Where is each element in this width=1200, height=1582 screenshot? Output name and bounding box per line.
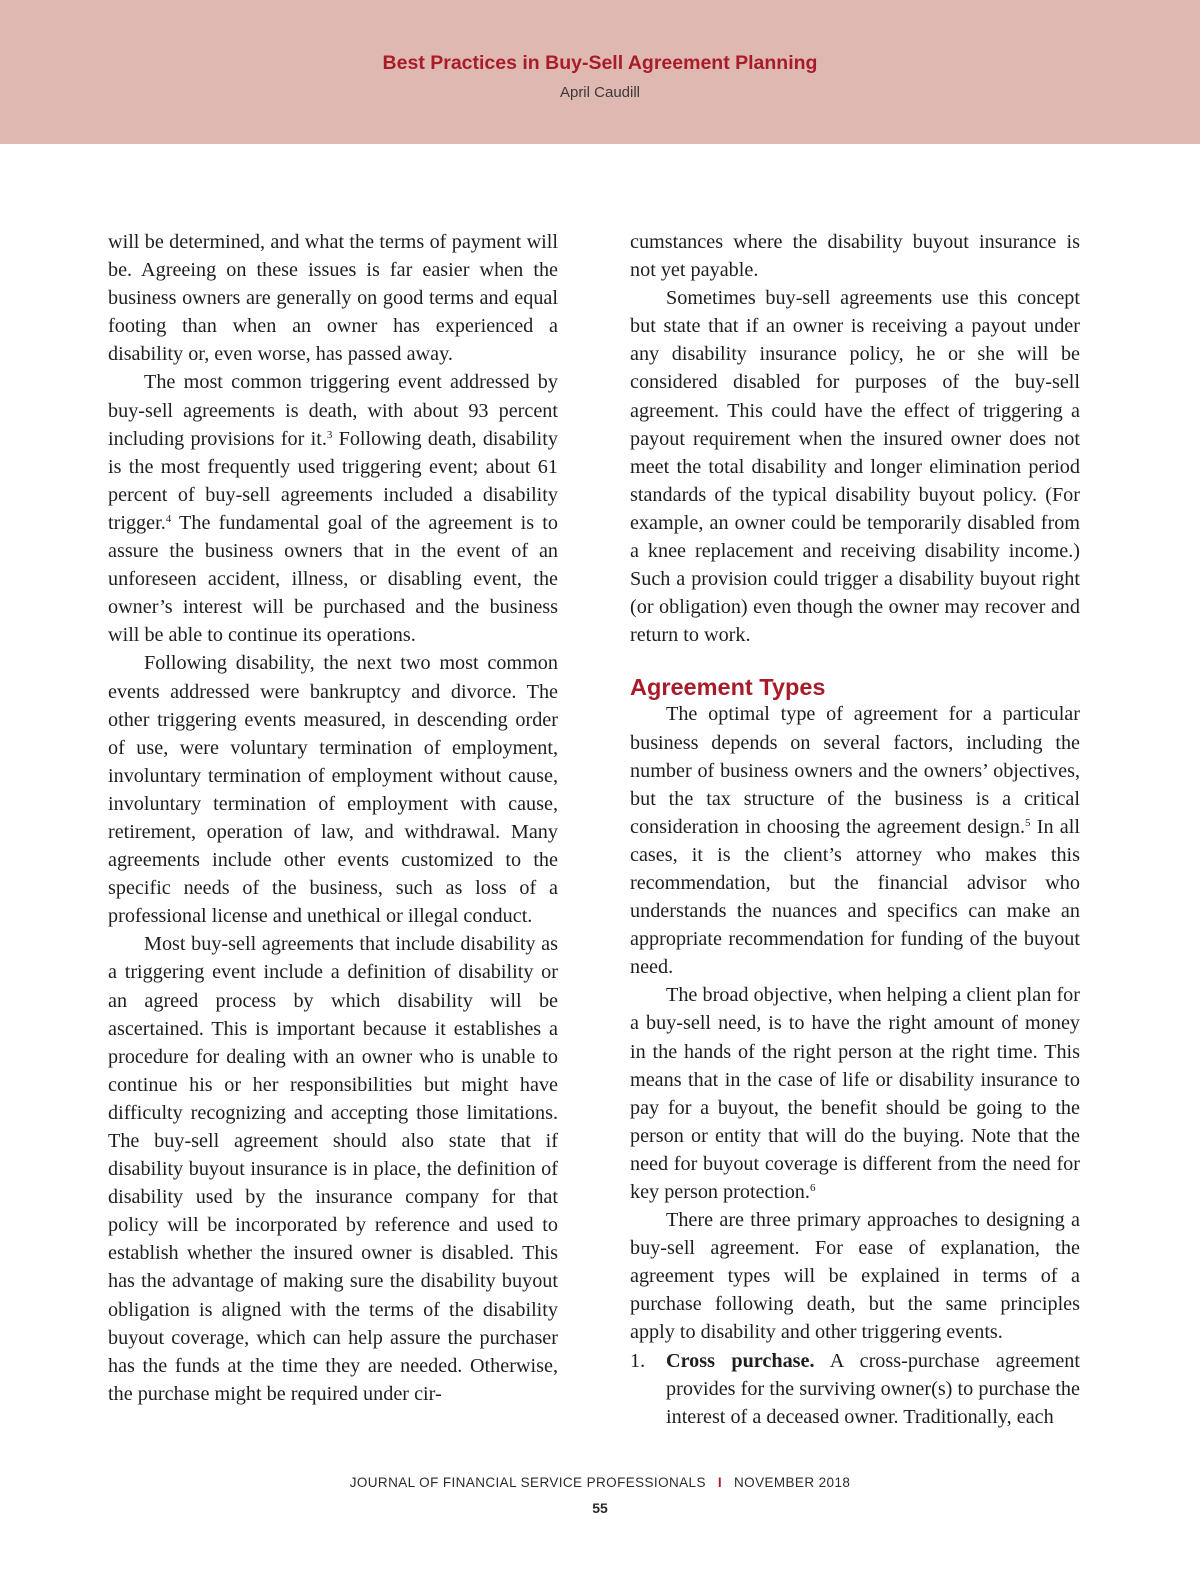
footer [0,1475,1200,1490]
paragraph: There are three primary approaches to designing a buy-sell agreement. For ease of explanation, the agreement types will be explained in terms of a purchase following death, but the same principles apply to disability and other triggering events. [630,1209,1080,1344]
paragraph-text: Following death, disability is the most frequently used triggering event; about 61 percent of buy-sell agreements included a disability trigger. [108,427,558,534]
left-column [108,228,558,1408]
footnote-ref: 6 [809,1182,816,1194]
journal-name: JOURNAL OF FINANCIAL SERVICE PROFESSIONALS [349,1475,706,1490]
paragraph: Sometimes buy-sell agreements use this concept but state that if an owner is receiving a payout under any disability insurance policy, he or she will be considered disabled for purposes of the buy-sell agreement. This could have the effect of triggering a payout requirement when the insured owner does not meet the total disability and longer elimination period standards of the typical disability buyout policy. (For example, an owner could be temporarily disabled from a knee replacement and receiving disability income.) Such a provision could trigger a disability buyout right (or obligation) even though the owner may recover and return to work. [630,287,1080,647]
list-term: Cross purchase. [666,1349,815,1372]
paragraph-text: In all cases, it is the client’s attorney who makes this recommendation, but the financial advisor who understands the nuances and specifics can make an appropriate recommendation for funding of the buyout need. [630,815,1080,979]
right-column [630,228,1080,1431]
list-item [630,1347,1080,1431]
paragraph [108,368,558,649]
paragraph: will be determined, and what the terms of payment will be. Agreeing on these issues is far easier when the business owners are generally on good terms and equal footing than when an owner has experienced a disability or, even worse, has passed away. [108,231,558,366]
paragraph-text: The fundamental goal of the agreement is to assure the business owners that in the event of an unforeseen accident, illness, or disabling event, the owner’s interest will be purchased and the business will be able to continue its operations. [108,511,558,647]
footnote-ref: 5 [1025,816,1031,829]
footnote-ref: 3 [326,428,333,441]
list-number: 1. [630,1349,646,1372]
paragraph-text: The broad objective, when helping a client plan for a buy-sell need, is to have the right amount of money in the hands of the right person at the right time. This means that in the case of life or disability insurance to pay for a buyout, the benefit should be going to the person or entity that will do the buying. Note that the need for buyout coverage is different from the need for key person protection. [630,984,1080,1203]
list-text: A cross-purchase agreement provides for the surviving owner(s) to purchase the interest of a deceased owner. Traditionally, each [666,1349,1080,1428]
paragraph: cumstances where the disability buyout insurance is not yet payable. [630,231,1080,282]
issue-date: NOVEMBER 2018 [734,1475,851,1490]
footnote-ref: 4 [165,512,172,525]
paragraph [630,981,1080,1206]
paragraph: Most buy-sell agreements that include disability as a triggering event include a definition of disability or an agreed process by which disability will be ascertained. This is important because it establishes a procedure for dealing with an owner who is unable to continue his or her responsibilities but might have difficulty recognizing and accepting those limitations. The buy-sell agreement should also state that if disability buyout insurance is in place, the definition of disability used by the insurance company for that policy will be incorporated by reference and used to establish whether the insured owner is disabled. This has the advantage of making sure the disability buyout obligation is aligned with the terms of the disability buyout coverage, which can help assure the purchaser has the funds at the time they are needed. Otherwise, the purchase might be required under cir- [108,933,558,1405]
paragraph-text: The optimal type of agreement for a particular business depends on several factors, including the number of business owners and the owners’ objectives, but the tax structure of the business is a critical consideration in choosing the agreement design. [630,703,1080,838]
paragraph [630,700,1080,981]
paragraph-text: The most common triggering event addressed by buy-sell agreements is death, with about 93 percent including provisions for it. [108,371,558,450]
page-number: 55 [592,1500,608,1516]
article-author: April Caudill [559,84,641,101]
footer-separator: I [717,1475,723,1490]
article-title: Best Practices in Buy-Sell Agreement Planning [382,52,818,74]
paragraph: Following disability, the next two most common events addressed were bankruptcy and divorce. The other triggering events measured, in descending order of use, were voluntary termination of employment, involuntary termination of employment without cause, involuntary termination of employment with cause, retirement, operation of law, and withdrawal. Many agreements include other events customized to the specific needs of the business, such as loss of a professional license and unethical or illegal conduct. [108,652,558,928]
section-heading: Agreement Types [630,674,826,701]
